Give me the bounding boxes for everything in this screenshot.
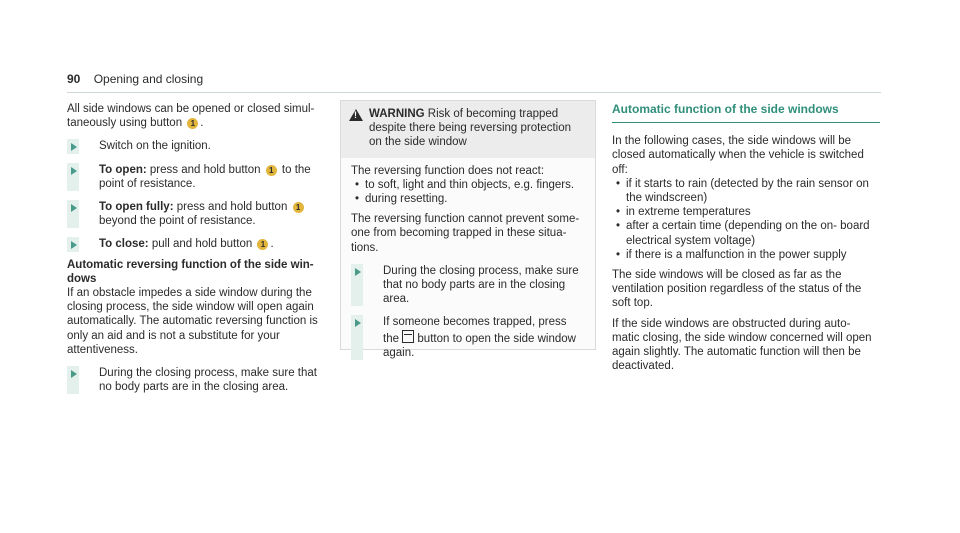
automatic-bullet: • in extreme temperatures <box>612 205 880 219</box>
step-open: To open: press and hold button 1 to the point of resistance. <box>67 163 325 191</box>
step-arrow-icon <box>71 167 77 175</box>
warning-step-trapped: If someone becomes trapped, press the button to open the side window again. <box>351 315 585 360</box>
warning-step-closing: During the closing process, make sure that no body parts are in the closing area. <box>351 264 585 307</box>
automatic-bullet: • after a certain time (depending on the on- board electrical system voltage) <box>612 219 880 247</box>
warning-header <box>341 101 595 158</box>
button-1-badge: 1 <box>257 239 268 250</box>
reversing-paragraph: If an obstacle impedes a side window during the closing process, the side window will open again automatically. The automatic reversing function is only an aid and is not a substitute for your attentiveness. <box>67 287 318 356</box>
warning-intro: The reversing function does not react: <box>351 164 545 177</box>
step-arrow-icon <box>355 268 361 276</box>
subheading-reversing: Automatic reversing function of the side win- dows <box>67 258 314 285</box>
automatic-intro: In the following cases, the side windows will be closed automatically when the vehicle is switched off: <box>612 135 864 176</box>
warning-bullet: • during resetting. <box>351 192 585 206</box>
step-no-body-parts: During the closing process, make sure that no body parts are in the closing area. <box>67 366 325 394</box>
warning-head-text: Risk of becoming trapped despite there being reversing protection on the side window <box>369 108 572 149</box>
column-right <box>612 102 880 373</box>
button-1-badge: 1 <box>266 165 277 176</box>
automatic-paragraph-2: If the side windows are obstructed during auto- matic closing, the side window concerned will open again slightly. The automatic function will then be deactivated. <box>612 317 872 373</box>
automatic-bullet: • if there is a malfunction in the power supply <box>612 248 880 262</box>
automatic-bullet: • if it starts to rain (detected by the rain sensor on the windscreen) <box>612 177 880 205</box>
page-number: 90 <box>67 72 81 86</box>
step-ignition: Switch on the ignition. <box>67 139 325 153</box>
warning-paragraph: The reversing function cannot prevent some- one from becoming trapped in these situa- tions. <box>351 213 580 254</box>
warning-label: WARNING <box>369 108 425 120</box>
intro-text: All side windows can be opened or closed simul- taneously using button 1 . <box>67 103 315 130</box>
window-switch-icon <box>402 330 414 343</box>
button-1-badge: 1 <box>187 118 198 129</box>
warning-triangle-icon <box>349 109 363 121</box>
column-left <box>67 102 325 394</box>
automatic-paragraph-1: The side windows will be closed as far as the ventilation position regardless of the status of the soft top. <box>612 269 862 310</box>
section-heading-automatic: Automatic function of the side windows <box>612 102 880 123</box>
step-arrow-icon <box>71 143 77 151</box>
step-arrow-icon <box>71 241 77 249</box>
warning-box <box>340 100 596 359</box>
section-title: Opening and closing <box>93 72 204 86</box>
page-header <box>67 72 203 86</box>
header-divider <box>67 92 881 93</box>
step-close: To close: pull and hold button 1 . <box>67 237 325 251</box>
warning-bullet: • to soft, light and thin objects, e.g. fingers. <box>351 178 585 192</box>
step-arrow-icon <box>71 370 77 378</box>
button-1-badge: 1 <box>293 202 304 213</box>
step-arrow-icon <box>355 319 361 327</box>
step-open-fully: To open fully: press and hold button 1 beyond the point of resistance. <box>67 200 325 228</box>
step-arrow-icon <box>71 204 77 212</box>
